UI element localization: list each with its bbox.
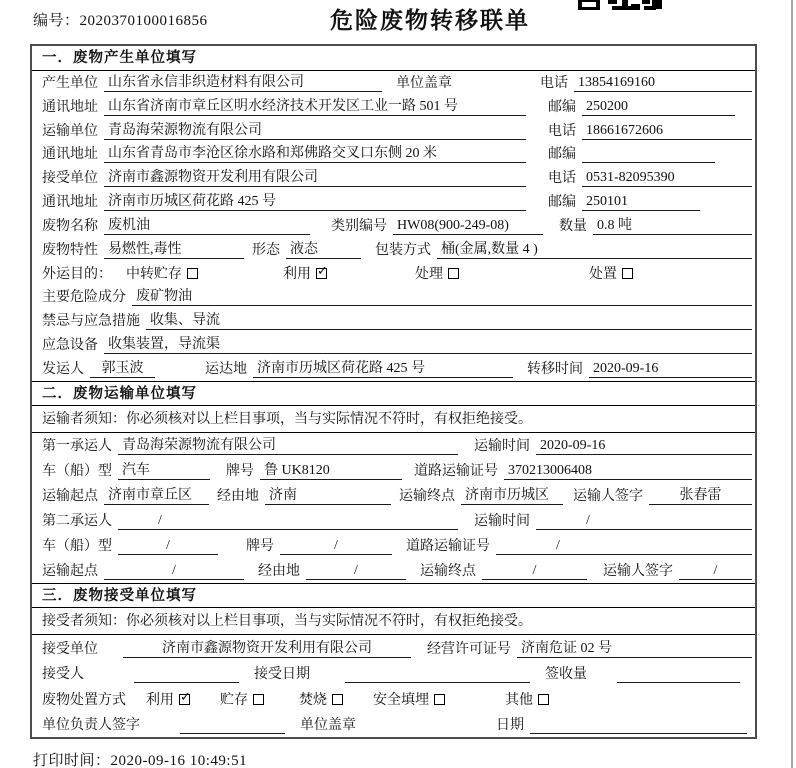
zip-label: 邮编 <box>548 99 576 115</box>
unit-seal-label: 单位盖章 <box>396 75 452 91</box>
permit-value: 济南危证 02 号 <box>517 637 752 658</box>
option-label: 利用 <box>283 266 311 282</box>
option-label: 处理 <box>415 266 443 282</box>
carrier2-sign-value: / <box>679 563 752 580</box>
permit-label: 经营许可证号 <box>427 641 511 657</box>
head-sign-label: 单位负责人签字 <box>42 718 140 734</box>
vehicle-label: 车（船）型 <box>42 463 112 479</box>
road-license-label: 道路运输证号 <box>406 538 490 554</box>
disposal-option-landfill <box>373 689 445 709</box>
checkbox-disposal-other <box>538 694 549 705</box>
transporter-sign-label: 运输人签字 <box>573 488 643 504</box>
transporter-address-row <box>32 143 755 167</box>
option-label: 利用 <box>146 692 174 708</box>
waste-characteristics-row <box>32 238 755 262</box>
option-label: 贮存 <box>220 692 248 708</box>
form-title: 危险废物转移联单 <box>330 8 530 33</box>
receiver-address-value: 济南市历城区荷花路 425 号 <box>104 190 526 211</box>
hazard-label: 主要危险成分 <box>42 290 126 306</box>
disposal-method-row <box>32 686 755 712</box>
checkbox-disposal-landfill <box>434 694 445 705</box>
option-label: 处置 <box>589 266 617 282</box>
phone-label: 电话 <box>548 123 576 139</box>
purpose-option-dispose <box>589 263 633 283</box>
carrier1-route-row <box>32 483 755 508</box>
date-label: 日期 <box>496 718 524 734</box>
waste-name-row <box>32 214 755 238</box>
carrier2-value: / <box>118 513 458 530</box>
quantity-label: 数量 <box>559 218 587 234</box>
zip-label: 邮编 <box>548 195 576 211</box>
transporter-zip-value <box>582 146 715 163</box>
disposal-label: 废物处置方式 <box>42 692 126 708</box>
carrier2-row <box>32 508 755 533</box>
recipient-value <box>134 666 239 683</box>
disposal-option-incinerate <box>299 689 343 709</box>
transporter-sign-label: 运输人签字 <box>603 563 673 579</box>
carrier2-time-value: / <box>536 513 752 530</box>
hazard-value: 废矿物油 <box>132 285 752 306</box>
carrier2-plate-value: / <box>280 538 392 555</box>
shipper-label: 发运人 <box>42 361 84 377</box>
checkbox-disposal-incinerate <box>332 694 343 705</box>
section-transport <box>32 381 755 583</box>
emergency-label: 禁忌与应急措施 <box>42 314 140 330</box>
waste-name-value: 废机油 <box>104 214 310 235</box>
category-value: HW08(900-249-08) <box>393 218 543 235</box>
quantity-value: 0.8 吨 <box>593 214 752 235</box>
option-label: 焚烧 <box>299 692 327 708</box>
carrier2-origin-value: / <box>104 563 244 580</box>
plate-label: 牌号 <box>246 538 274 554</box>
recipient-row <box>32 661 755 687</box>
option-label: 中转贮存 <box>126 266 182 282</box>
option-label: 其他 <box>505 692 533 708</box>
category-label: 类别编号 <box>331 218 387 234</box>
receiver-address-row <box>32 190 755 214</box>
print-time-value: 2020-09-16 10:49:51 <box>110 753 248 768</box>
equipment-label: 应急设备 <box>42 338 98 354</box>
section-2-header: 二．废物运输单位填写 <box>32 381 755 406</box>
vehicle-label: 车（船）型 <box>42 538 112 554</box>
producer-address-value: 山东省济南市章丘区明水经济技术开发区工业一路 501 号 <box>104 95 526 116</box>
via-label: 经由地 <box>217 488 259 504</box>
receive-date-value <box>345 666 530 683</box>
carrier1-value: 青岛海荣源物流有限公司 <box>118 434 458 455</box>
disposal-option-store <box>220 689 264 709</box>
receive-date-label: 接受日期 <box>254 667 310 683</box>
print-time-label: 打印时间： <box>33 753 111 768</box>
received-qty-label: 签收量 <box>545 667 587 683</box>
transporter-row <box>32 119 755 143</box>
receiving-unit-value: 济南市鑫源物资开发利用有限公司 <box>123 637 411 658</box>
receiver-phone-value: 0531-82095390 <box>582 170 752 187</box>
producer-phone-value: 13854169160 <box>574 75 752 92</box>
purpose-option-utilize <box>283 263 327 283</box>
receiver-notice: 接受者须知：你必须核对以上栏目事项，当与实际情况不符时，有权拒绝接受。 <box>32 608 755 635</box>
waste-name-label: 废物名称 <box>42 218 98 234</box>
carrier2-label: 第二承运人 <box>42 513 112 529</box>
packaging-label: 包装方式 <box>375 242 431 258</box>
section-3-header: 三．废物接受单位填写 <box>32 583 755 608</box>
checkbox-disposal-store <box>253 694 264 705</box>
origin-label: 运输起点 <box>42 488 98 504</box>
phone-label: 电话 <box>540 75 568 91</box>
road-license-label: 道路运输证号 <box>414 463 498 479</box>
serial-value: 2020370100016856 <box>79 13 208 29</box>
form-state-value: 液态 <box>286 238 361 259</box>
address-label: 通讯地址 <box>42 99 98 115</box>
unit-seal-label: 单位盖章 <box>300 718 356 734</box>
emergency-value: 收集、导流 <box>146 309 752 330</box>
phone-label: 电话 <box>548 171 576 187</box>
via-label: 经由地 <box>258 563 300 579</box>
transporter-notice: 运输者须知：你必须核对以上栏目事项，当与实际情况不符时，有权拒绝接受。 <box>32 406 755 433</box>
receiving-unit-label: 接受单位 <box>42 641 98 657</box>
emergency-measures-row <box>32 309 755 333</box>
emergency-equipment-row <box>32 333 755 357</box>
carrier1-row <box>32 433 755 458</box>
purpose-option-treat <box>415 263 459 283</box>
section-1-header: 一．废物产生单位填写 <box>32 46 755 71</box>
disposal-option-other <box>505 689 549 709</box>
producer-row <box>32 71 755 95</box>
carrier1-via-value: 济南 <box>265 484 391 505</box>
producer-zip-value: 250200 <box>582 99 735 116</box>
carrier1-plate-value: 鲁 UK8120 <box>260 459 402 480</box>
purpose-option-transfer-storage <box>126 263 198 283</box>
head-sign-value <box>180 717 285 734</box>
carrier1-license-value: 370213006408 <box>504 463 752 480</box>
plate-label: 牌号 <box>226 463 254 479</box>
received-qty-value <box>617 666 740 683</box>
serial-label: 编号： <box>33 13 80 29</box>
serial-number <box>33 9 208 30</box>
carrier1-time-value: 2020-09-16 <box>536 438 752 455</box>
producer-value: 山东省永信非织造材料有限公司 <box>104 71 382 92</box>
transfer-time-label: 转移时间 <box>527 361 583 377</box>
page-edge-line <box>791 0 793 768</box>
characteristics-value: 易燃性,毒性 <box>104 238 244 259</box>
carrier2-via-value: / <box>306 563 406 580</box>
carrier2-license-value: / <box>496 538 752 555</box>
producer-address-row <box>32 95 755 119</box>
transport-time-label: 运输时间 <box>474 438 530 454</box>
carrier1-origin-value: 济南市章丘区 <box>104 484 209 505</box>
transporter-address-value: 山东省青岛市李沧区徐水路和郑佛路交叉口东侧 20 米 <box>104 142 526 163</box>
checkbox-disposal-utilize <box>179 694 190 705</box>
hazard-components-row <box>32 286 755 310</box>
end-label: 运输终点 <box>420 563 476 579</box>
receiver-row <box>32 166 755 190</box>
address-label: 通讯地址 <box>42 195 98 211</box>
receiving-unit-row <box>32 635 755 661</box>
carrier2-vehicle-value: / <box>118 538 218 555</box>
zip-label: 邮编 <box>548 147 576 163</box>
carrier2-end-value: / <box>482 563 587 580</box>
carrier2-vehicle-row <box>32 533 755 558</box>
checkbox-dispose <box>622 268 633 279</box>
carrier1-label: 第一承运人 <box>42 438 112 454</box>
disposal-option-utilize <box>146 689 190 709</box>
section-receiver <box>32 583 755 737</box>
receiver-zip-value: 250101 <box>582 194 700 211</box>
transporter-label: 运输单位 <box>42 123 98 139</box>
head-signature-row <box>32 712 755 738</box>
qr-code-fragment-icon <box>578 0 662 10</box>
option-label: 安全填埋 <box>373 692 429 708</box>
transporter-value: 青岛海荣源物流有限公司 <box>104 119 526 140</box>
transfer-time-value: 2020-09-16 <box>589 361 752 378</box>
end-label: 运输终点 <box>399 488 455 504</box>
print-time <box>33 749 247 768</box>
carrier1-sign-value: 张春雷 <box>649 484 752 505</box>
destination-label: 运达地 <box>205 361 247 377</box>
checkbox-treat <box>448 268 459 279</box>
transporter-phone-value: 18661672606 <box>582 123 752 140</box>
packaging-value: 桶(金属,数量 4 ) <box>437 238 752 259</box>
producer-label: 产生单位 <box>42 75 98 91</box>
transport-time-label: 运输时间 <box>474 513 530 529</box>
form-state-label: 形态 <box>252 242 280 258</box>
receiver-value: 济南市鑫源物资开发利用有限公司 <box>104 166 526 187</box>
characteristics-label: 废物特性 <box>42 242 98 258</box>
transfer-form <box>30 44 757 739</box>
checkbox-utilize <box>316 268 327 279</box>
recipient-label: 接受人 <box>42 667 84 683</box>
carrier1-vehicle-row <box>32 458 755 483</box>
carrier2-route-row <box>32 558 755 583</box>
date-value <box>530 717 747 734</box>
carrier1-vehicle-value: 汽车 <box>118 459 210 480</box>
checkbox-transfer-storage <box>187 268 198 279</box>
equipment-value: 收集装置，导流渠 <box>104 333 752 354</box>
outbound-purpose-row <box>32 262 755 286</box>
shipper-value: 郭玉波 <box>90 357 155 378</box>
origin-label: 运输起点 <box>42 563 98 579</box>
address-label: 通讯地址 <box>42 147 98 163</box>
shipper-row <box>32 357 755 381</box>
purpose-label: 外运目的： <box>42 266 112 282</box>
section-producer <box>32 46 755 381</box>
destination-value: 济南市历城区荷花路 425 号 <box>253 357 513 378</box>
carrier1-end-value: 济南市历城区 <box>461 484 563 505</box>
receiver-label: 接受单位 <box>42 171 98 187</box>
